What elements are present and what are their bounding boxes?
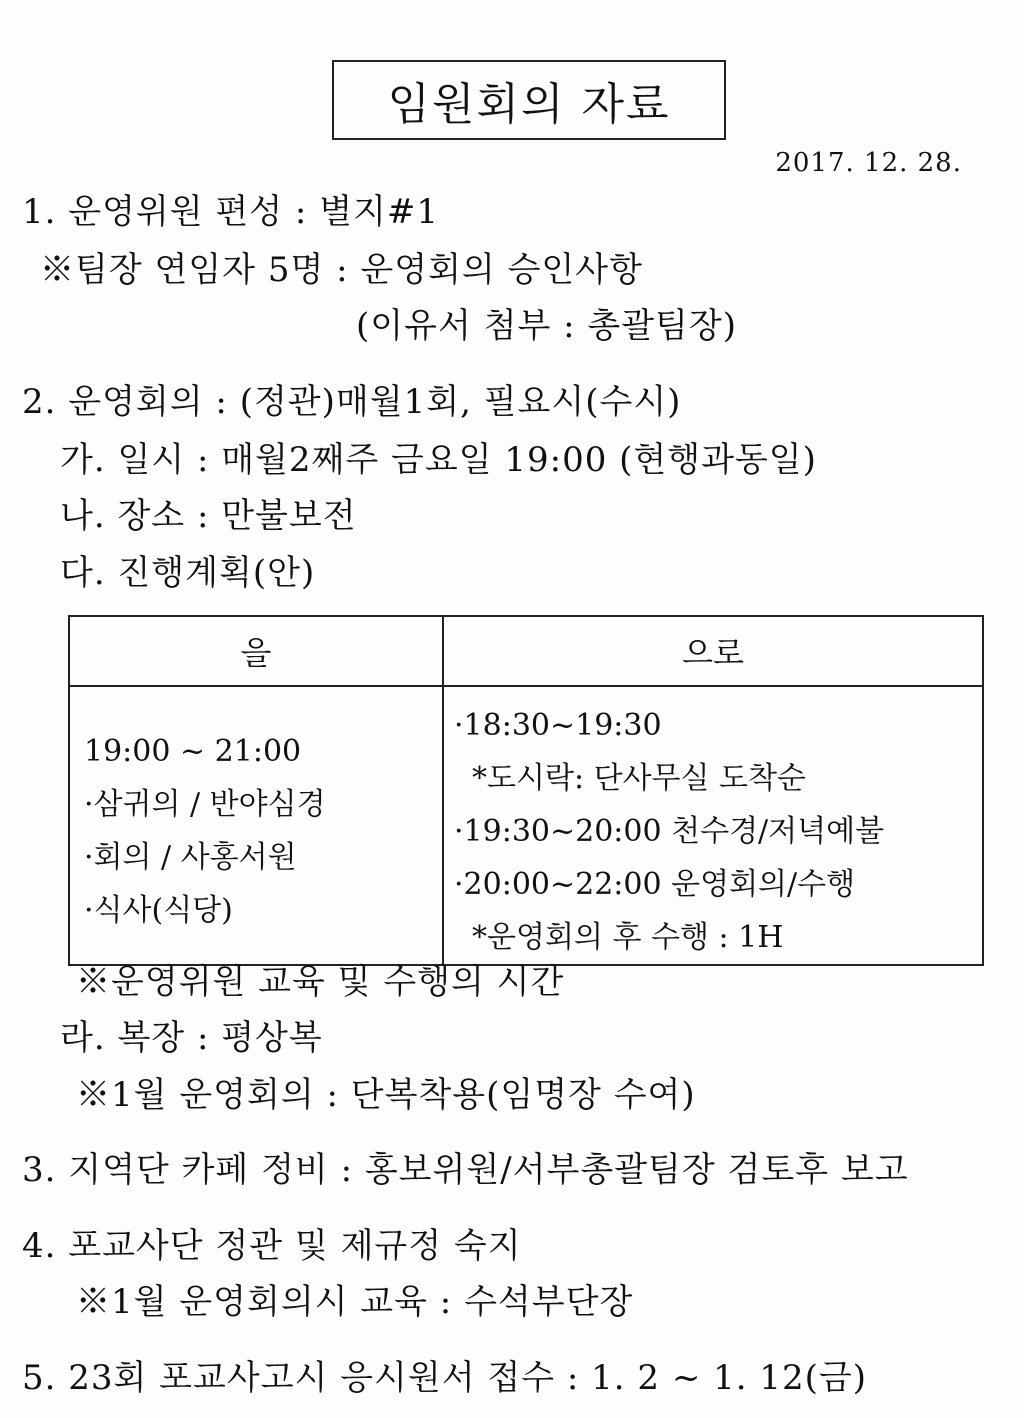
plan-to-line: *운영회의 후 수행 : 1H bbox=[472, 920, 784, 955]
plan-table-header-from: 을 bbox=[69, 616, 443, 686]
section-5: 5. 23회 포교사고시 응시원서 접수 : 1. 2 ~ 1. 12(금) bbox=[22, 1358, 867, 1398]
plan-table-cell-to bbox=[443, 686, 983, 965]
plan-from-line: ·삼귀의 / 반야심경 bbox=[84, 787, 326, 822]
plan-to-line: ·19:30~20:00 천수경/저녁예불 bbox=[454, 814, 885, 849]
section-4-note: ※1월 운영회의시 교육 : 수석부단장 bbox=[76, 1282, 634, 1322]
plan-from-line: ·식사(식당) bbox=[84, 893, 233, 928]
plan-table bbox=[68, 615, 984, 966]
plan-from-line: 19:00 ~ 21:00 bbox=[84, 734, 302, 769]
plan-table-header-row bbox=[69, 616, 983, 686]
section-4: 4. 포교사단 정관 및 제규정 숙지 bbox=[22, 1226, 522, 1266]
plan-table-body-row bbox=[69, 686, 983, 965]
plan-to-line: *도시락: 단사무실 도착순 bbox=[472, 761, 806, 796]
section-1: 1. 운영위원 편성 : 별지#1 bbox=[22, 192, 439, 232]
section-2-item-d-note: ※1월 운영회의 : 단복착용(임명장 수여) bbox=[76, 1075, 696, 1115]
plan-to-line: ·18:30~19:30 bbox=[454, 708, 662, 743]
document-title: 임원회의 자료 bbox=[332, 60, 726, 140]
section-2-item-b: 나. 장소 : 만불보전 bbox=[60, 496, 357, 536]
section-1-note-detail: (이유서 첨부 : 총괄팀장) bbox=[356, 306, 738, 346]
plan-from-line: ·회의 / 사홍서원 bbox=[84, 840, 297, 875]
section-1-note: ※팀장 연임자 5명 : 운영회의 승인사항 bbox=[40, 250, 643, 290]
plan-table-cell-from bbox=[69, 686, 443, 965]
section-2: 2. 운영회의 : (정관)매월1회, 필요시(수시) bbox=[22, 382, 682, 422]
section-2-note: ※운영위원 교육 및 수행의 시간 bbox=[76, 962, 565, 1002]
section-2-item-c: 다. 진행계획(안) bbox=[60, 553, 316, 593]
section-3: 3. 지역단 카페 정비 : 홍보위원/서부총괄팀장 검토후 보고 bbox=[22, 1150, 909, 1190]
section-2-item-d: 라. 복장 : 평상복 bbox=[60, 1018, 323, 1058]
document-date: 2017. 12. 28. bbox=[775, 148, 962, 178]
plan-to-line: ·20:00~22:00 운영회의/수행 bbox=[454, 867, 856, 902]
section-2-item-a: 가. 일시 : 매월2째주 금요일 19:00 (현행과동일) bbox=[60, 440, 817, 480]
plan-table-header-to: 으로 bbox=[443, 616, 983, 686]
